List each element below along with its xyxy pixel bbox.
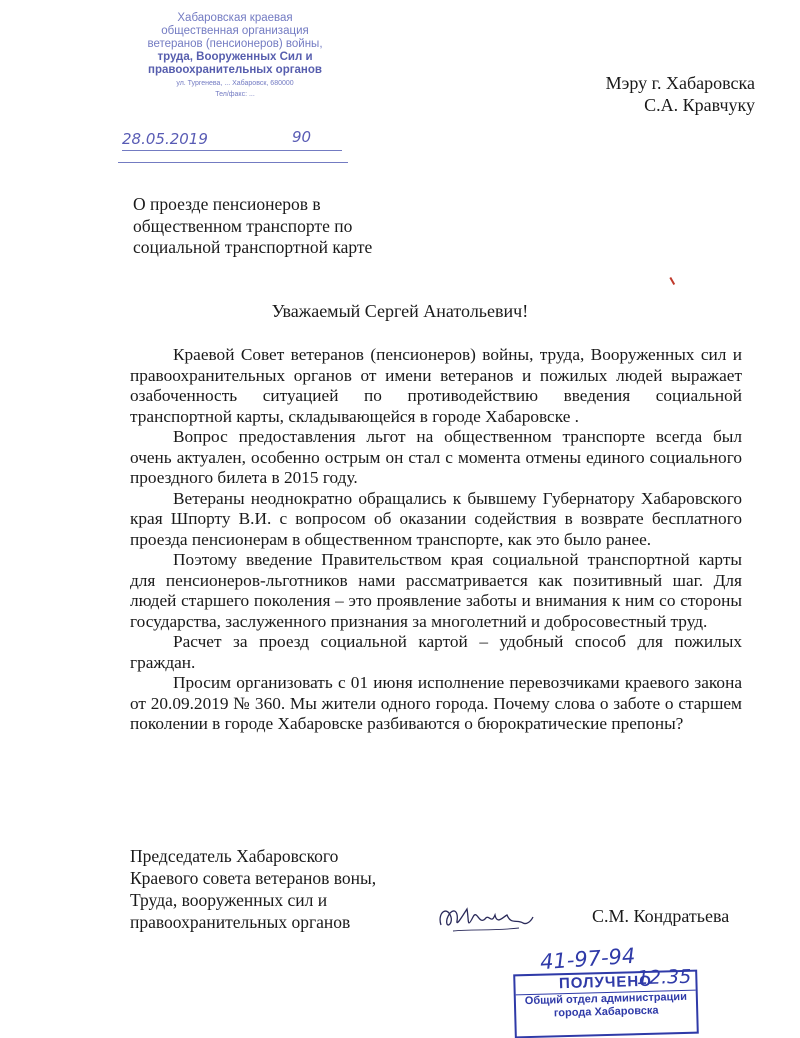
incoming-number: 41-97-94 xyxy=(539,943,637,975)
body-paragraph: Вопрос предоставления льгот на общественном транспорте всегда был очень актуален, особенно острым он стал с момента отмены единого социального проездного билета в 2015 году. xyxy=(130,427,742,487)
addressee xyxy=(555,72,755,116)
org-line: Хабаровская краевая xyxy=(177,12,293,24)
received-title: ПОЛУЧЕНО xyxy=(515,972,695,996)
org-line-bold: правоохранительных органов xyxy=(148,64,322,76)
body-paragraph: Ветераны неоднократно обращались к бывшему Губернатору Хабаровского края Шпорту В.И. с вопросом об оказании содействия в возврате бесплатного проезда пенсионерам в общественном транспорте, как это было ранее. xyxy=(130,488,742,549)
body-paragraph: Просим организовать с 01 июня исполнение перевозчиками краевого закона от 20.09.2019 № 360. Мы жители одного города. Почему слова о заботе о старшем поколении в городе Хабаровске разбиваются о бюрократические препоны? xyxy=(130,673,742,733)
org-line-bold: труда, Вооруженных Сил и xyxy=(157,51,313,63)
org-line: ветеранов (пенсионеров) войны, xyxy=(147,38,323,50)
signatory-line: Председатель Хабаровского xyxy=(130,846,339,866)
received-dept: Общий отдел администрации xyxy=(524,990,688,1008)
reference-line xyxy=(118,162,348,163)
received-time: 12.35 xyxy=(636,965,692,990)
signer-name: С.М. Кондратьева xyxy=(592,906,730,926)
subject xyxy=(133,194,433,259)
signatory-title xyxy=(130,845,460,933)
outgoing-date: 28.05.2019 xyxy=(122,130,208,148)
body-paragraph: Расчет за проезд социальной картой – удобный способ для пожилых граждан. xyxy=(130,632,742,672)
org-line: общественная организация xyxy=(161,25,309,37)
signatory-line: правоохранительных органов xyxy=(130,912,351,932)
received-stamp xyxy=(513,965,699,1038)
addressee-name: С.А. Кравчуку xyxy=(644,95,755,115)
signatory-line: Краевого совета ветеранов воны, xyxy=(130,868,377,888)
subject-line: О проезде пенсионеров в xyxy=(133,194,321,214)
letter-body xyxy=(130,345,742,735)
org-phone: Тел/факс: ... xyxy=(215,91,255,98)
subject-line: общественном транспорте по xyxy=(133,215,353,236)
outgoing-date-line xyxy=(122,130,342,151)
red-mark xyxy=(669,275,678,285)
salutation: Уважаемый Сергей Анатольевич! xyxy=(271,301,529,321)
received-city: города Хабаровска xyxy=(553,1004,659,1020)
signatory-line: Труда, вооруженных сил и xyxy=(130,890,328,910)
handwritten-signature xyxy=(433,895,538,940)
organization-stamp xyxy=(110,12,360,148)
body-paragraph: Поэтому введение Правительством края социальной транспортной карты для пенсионеров-льготников нами рассматривается как позитивный шаг. Для людей старшего поколения – это проявление заботы и внимания к ним со стороны государства, заслуженного признания за многолетний и добросовестный труд. xyxy=(130,550,742,631)
outgoing-number: 90 xyxy=(292,128,312,146)
addressee-line: Мэру г. Хабаровска xyxy=(605,73,755,93)
subject-line: социальной транспортной карте xyxy=(133,237,373,257)
body-paragraph: Краевой Совет ветеранов (пенсионеров) войны, труда, Вооруженных сил и правоохранительных органов от имени ветеранов и пожилых людей выражает озабоченность ситуацией по противодействию введения социальной транспортной карты, складывающейся в городе Хабаровске . xyxy=(130,345,742,426)
org-address: ул. Тургенева, ... Хабаровск, 680000 xyxy=(176,80,294,87)
